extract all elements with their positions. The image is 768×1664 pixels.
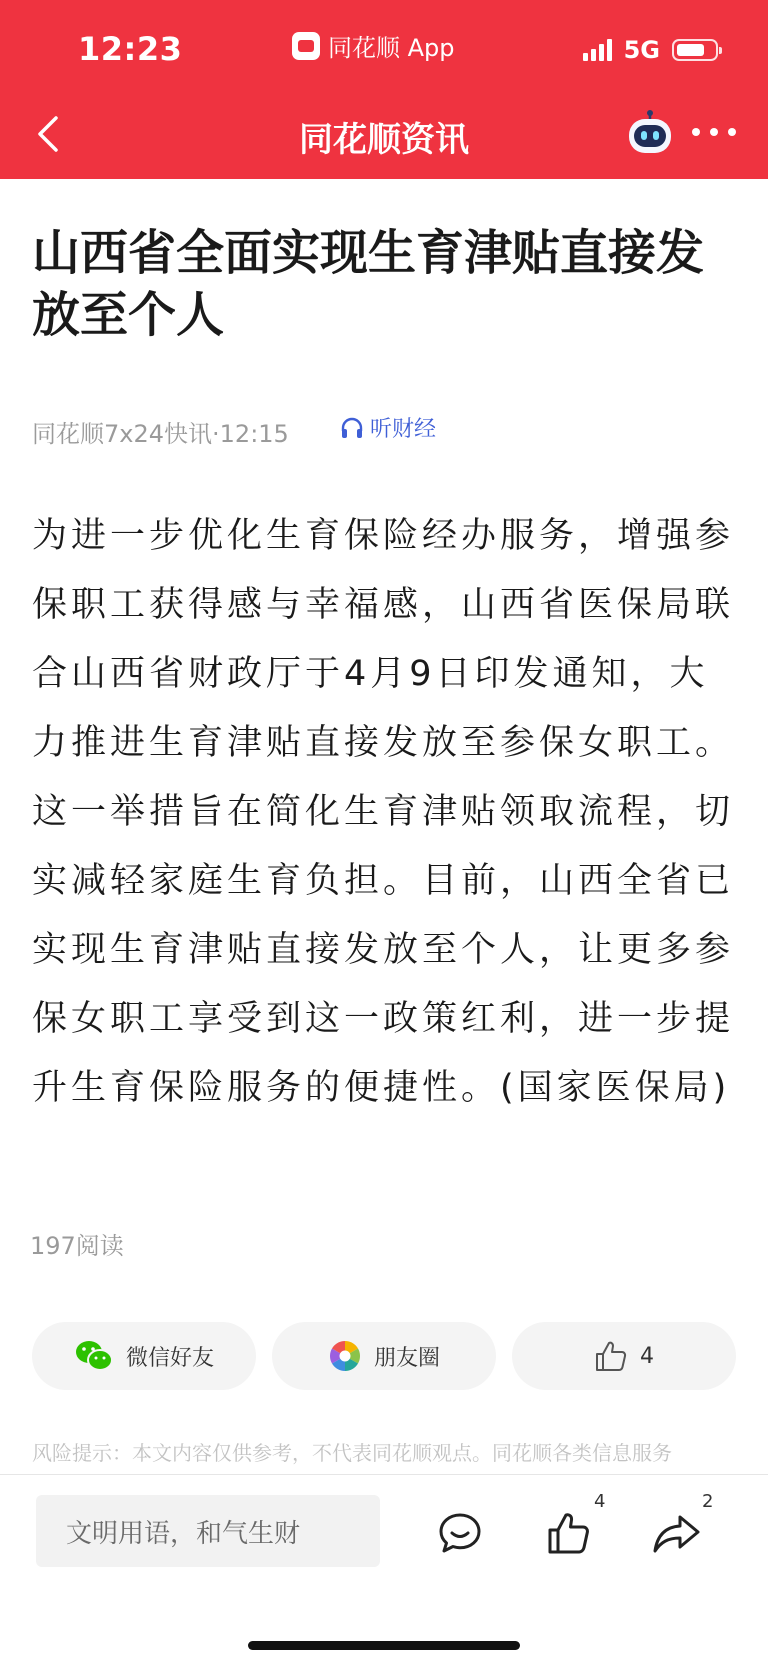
- like-count: 4: [640, 1343, 654, 1369]
- battery-icon: [672, 39, 718, 61]
- share-moments-label: 朋友圈: [373, 1345, 440, 1371]
- like-button[interactable]: [512, 1322, 736, 1390]
- headphones-icon: [340, 417, 364, 439]
- share-arrow-icon[interactable]: [652, 1513, 702, 1555]
- thumbs-up-icon: [594, 1340, 628, 1372]
- app-header: [0, 0, 768, 179]
- risk-notice: 风险提示：本文内容仅供参考，不代表同花顺观点。同花顺各类信息服务: [32, 1441, 672, 1465]
- bottom-action-bar: [0, 1474, 768, 1664]
- network-type: 5G: [623, 36, 660, 64]
- status-app-name: 同花顺 App: [328, 34, 455, 62]
- moments-aperture-icon: [328, 1339, 362, 1373]
- share-wechat-button[interactable]: [32, 1322, 256, 1390]
- article-title: 山西省全面实现生育津贴直接发放至个人: [32, 225, 705, 343]
- bottom-like-count: 4: [594, 1491, 606, 1512]
- share-moments-button[interactable]: [272, 1322, 496, 1390]
- share-wechat-label: 微信好友: [125, 1345, 214, 1371]
- signal-icon: [583, 39, 612, 61]
- status-time: 12:23: [78, 30, 183, 68]
- listen-button[interactable]: [340, 412, 436, 443]
- robot-assistant-icon[interactable]: [625, 110, 675, 156]
- listen-label: 听财经: [370, 417, 437, 442]
- article-meta: [32, 414, 289, 449]
- article-body: 为进一步优化生育保险经办服务，增强参保职工获得感与幸福感，山西省医保局联合山西省财政厅于4月9日印发通知，大力推进生育津贴直接发放至参保女职工。这一举措旨在简化生育津贴领取流程，切实减轻家庭生育负担。目前，山西全省已实现生育津贴直接发放至个人，让更多参保女职工享受到这一政策红利，进一步提升生育保险服务的便捷性。(国家医保局): [32, 516, 735, 1108]
- page-title: 同花顺资讯: [299, 120, 469, 160]
- wechat-icon: [74, 1339, 114, 1373]
- meta-separator: ·: [212, 420, 220, 448]
- bottom-like-icon[interactable]: [546, 1511, 592, 1555]
- bottom-share-count: 2: [702, 1491, 714, 1512]
- comment-bubble-icon[interactable]: [437, 1511, 483, 1555]
- comment-input[interactable]: 文明用语，和气生财: [36, 1495, 380, 1567]
- more-options-icon[interactable]: [692, 124, 736, 140]
- status-indicators: [583, 36, 718, 64]
- article-time: 12:15: [219, 420, 289, 448]
- status-app-indicator[interactable]: [292, 28, 455, 63]
- app-badge-icon: [292, 32, 320, 60]
- home-indicator: [248, 1641, 520, 1650]
- article-source: 同花顺7x24快讯: [32, 420, 213, 448]
- read-count: 197阅读: [30, 1232, 124, 1260]
